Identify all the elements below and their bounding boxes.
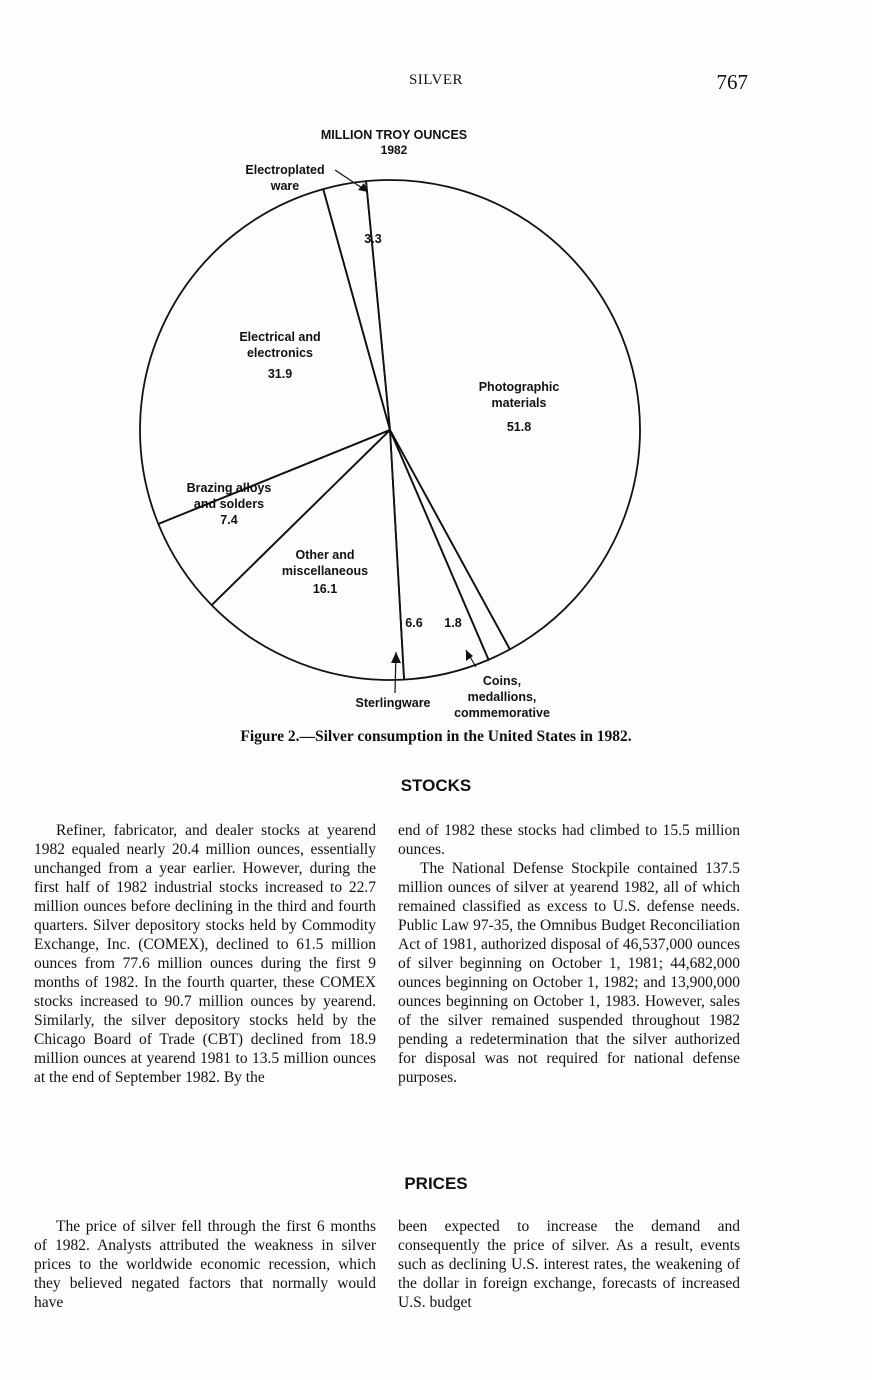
stocks-left-column: [34, 821, 376, 1087]
prices-heading: PRICES: [404, 1174, 468, 1193]
figure-caption: Figure 2.—Silver consumption in the United States in 1982.: [240, 728, 632, 745]
prices-paragraph-1: The price of silver fell through the first 6 months of 1982. Analysts attributed the weakness in silver prices to the worldwide economic recession, which they believed negated factors that normally would have: [34, 1218, 376, 1311]
leader-arrowhead: [391, 652, 401, 663]
slice-value: 3.3: [364, 232, 382, 246]
slice-value: 16.1: [312, 582, 338, 596]
slice-value: 7.4: [220, 513, 238, 527]
stocks-paragraph-1: Refiner, fabricator, and dealer stocks at yearend 1982 equaled nearly 20.4 million ounces, essentially unchanged from a year earlier. However, during the first half of 1982 industrial stocks increased to 22.7 million ounces before declining in the third and fourth quarters. Silver depository stocks held by Commodity Exchange, Inc. (COMEX), declined to 61.5 million ounces from 77.6 million ounces during the first 9 months of 1982. In the fourth quarter, these COMEX stocks increased to 90.7 million ounces by yearend. Similarly, the silver depository stocks held by the Chicago Board of Trade (CBT) declined from 18.9 million ounces at yearend 1981 to 13.5 million ounces at the end of September 1982. By the: [34, 822, 376, 1086]
page-number: 767: [716, 70, 748, 94]
slice-value: 31.9: [267, 367, 293, 381]
slice-label: Other and miscellaneous: [281, 548, 369, 578]
stocks-paragraph-1-continued: end of 1982 these stocks had climbed to 15.5 million ounces.: [398, 822, 740, 858]
slice-value: 51.8: [506, 420, 532, 434]
chart-subtitle: 1982: [380, 143, 408, 157]
running-header: SILVER: [408, 72, 464, 88]
slice-label: Sterlingware: [355, 696, 431, 710]
stocks-heading: STOCKS: [400, 776, 472, 795]
pie-slice: [158, 430, 390, 605]
prices-left-column: [34, 1217, 376, 1312]
pie-slice: [323, 181, 390, 430]
prices-right-column: [398, 1217, 740, 1312]
slice-label: Electrical and electronics: [239, 330, 321, 360]
slice-label: Brazing alloys and solders: [186, 481, 272, 511]
slice-value: 6.6: [405, 616, 423, 630]
slice-value: 1.8: [444, 616, 462, 630]
pie-slice: [366, 180, 640, 649]
prices-paragraph-1-continued: been expected to increase the demand and consequently the price of silver. As a result, events such as declining U.S. interest rates, the weakening of the dollar in foreign exchange, forecasts of increased U.S. budget: [398, 1218, 740, 1311]
pie-chart: [0, 120, 872, 720]
chart-title: MILLION TROY OUNCES: [320, 128, 468, 142]
stocks-paragraph-2: The National Defense Stockpile contained 137.5 million ounces of silver at yearend 1982, all of which remained classified as excess to U.S. defense needs. Public Law 97-35, the Omnibus Budget Reconciliation Act of 1981, authorized disposal of 46,537,000 ounces of silver beginning on October 1, 1981; 44,682,000 ounces beginning on October 1, 1982; and 13,900,000 ounces beginning on October 1, 1983. However, sales of the silver remained suspended throughout 1982 pending a redetermination that the silver authorized for disposal was not required for national defense purposes.: [398, 860, 740, 1086]
slice-label: Photographic materials: [478, 380, 560, 410]
stocks-right-column: [398, 821, 740, 1087]
slice-label: Electroplated ware: [245, 163, 325, 193]
pie-slice: [390, 430, 489, 680]
slice-label: Coins, medallions, commemorative: [454, 674, 550, 720]
